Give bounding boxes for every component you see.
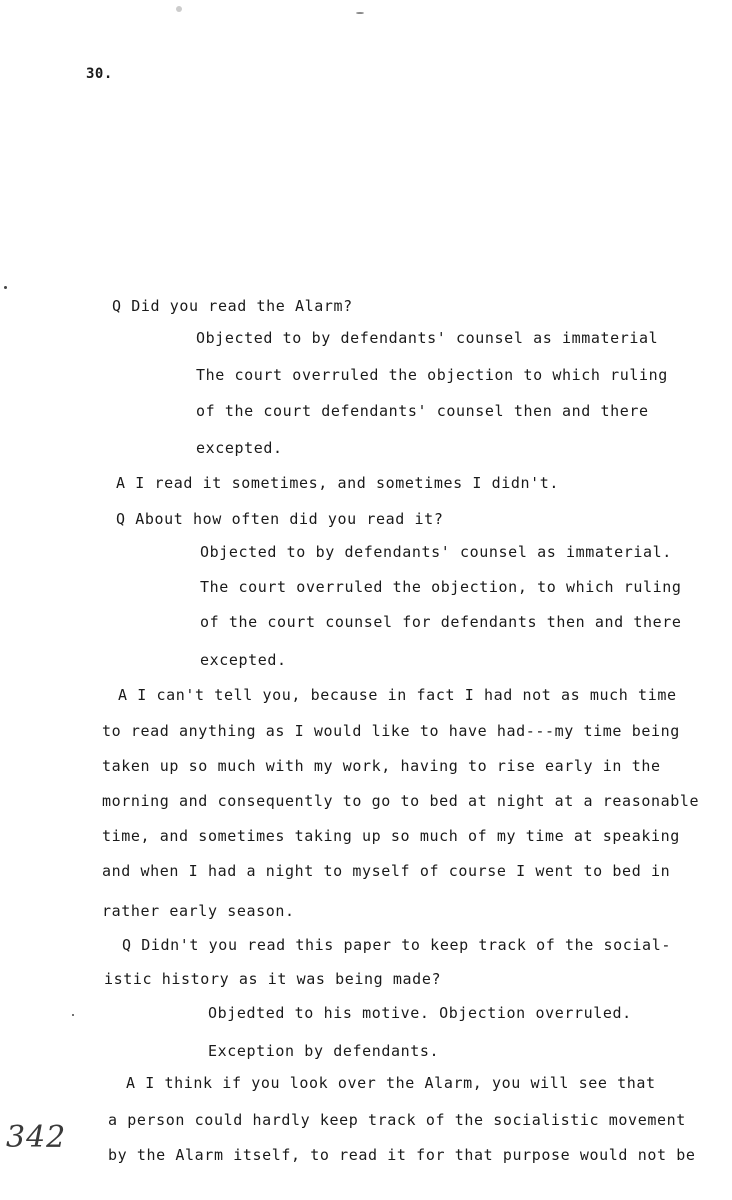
question-line: istic history as it was being made?: [104, 970, 442, 988]
objection-line: The court overruled the objection, to which ruling: [200, 578, 682, 596]
answer-line: A I read it sometimes, and sometimes I didn't.: [116, 474, 560, 492]
objection-line: of the court counsel for defendants then and there: [200, 613, 682, 631]
answer-line: taken up so much with my work, having to rise early in the: [102, 757, 661, 775]
objection-line: The court overruled the objection to which ruling: [196, 366, 668, 384]
answer-line: A I think if you look over the Alarm, you will see that: [126, 1074, 656, 1092]
objection-line: of the court defendants' counsel then and there: [196, 402, 649, 420]
scan-speck: [176, 6, 182, 12]
scan-speck: [72, 1014, 74, 1016]
question-line: Q Did you read the Alarm?: [112, 297, 353, 315]
objection-line: Objected to by defendants' counsel as immaterial: [196, 329, 659, 347]
answer-line: morning and consequently to go to bed at night at a reasonable: [102, 792, 700, 810]
objection-line: Objedted to his motive. Objection overruled.: [208, 1004, 632, 1022]
answer-line: a person could hardly keep track of the socialistic movement: [108, 1111, 686, 1129]
handwritten-margin-note: 342: [6, 1120, 67, 1155]
scan-speck: [4, 286, 7, 289]
objection-line: Exception by defendants.: [208, 1042, 440, 1060]
answer-line: A I can't tell you, because in fact I had not as much time: [118, 686, 677, 704]
scan-speck: [356, 12, 364, 14]
question-line: Q About how often did you read it?: [116, 510, 444, 528]
answer-line: time, and sometimes taking up so much of my time at speaking: [102, 827, 680, 845]
answer-line: and when I had a night to myself of course I went to bed in: [102, 862, 671, 880]
answer-line: to read anything as I would like to have had---my time being: [102, 722, 680, 740]
objection-line: excepted.: [200, 651, 287, 669]
answer-line: by the Alarm itself, to read it for that purpose would not be: [108, 1146, 696, 1164]
answer-line: rather early season.: [102, 902, 295, 920]
objection-line: excepted.: [196, 439, 283, 457]
objection-line: Objected to by defendants' counsel as immaterial.: [200, 543, 672, 561]
question-line: Q Didn't you read this paper to keep track of the social-: [122, 936, 671, 954]
page-number: 30.: [86, 66, 113, 82]
